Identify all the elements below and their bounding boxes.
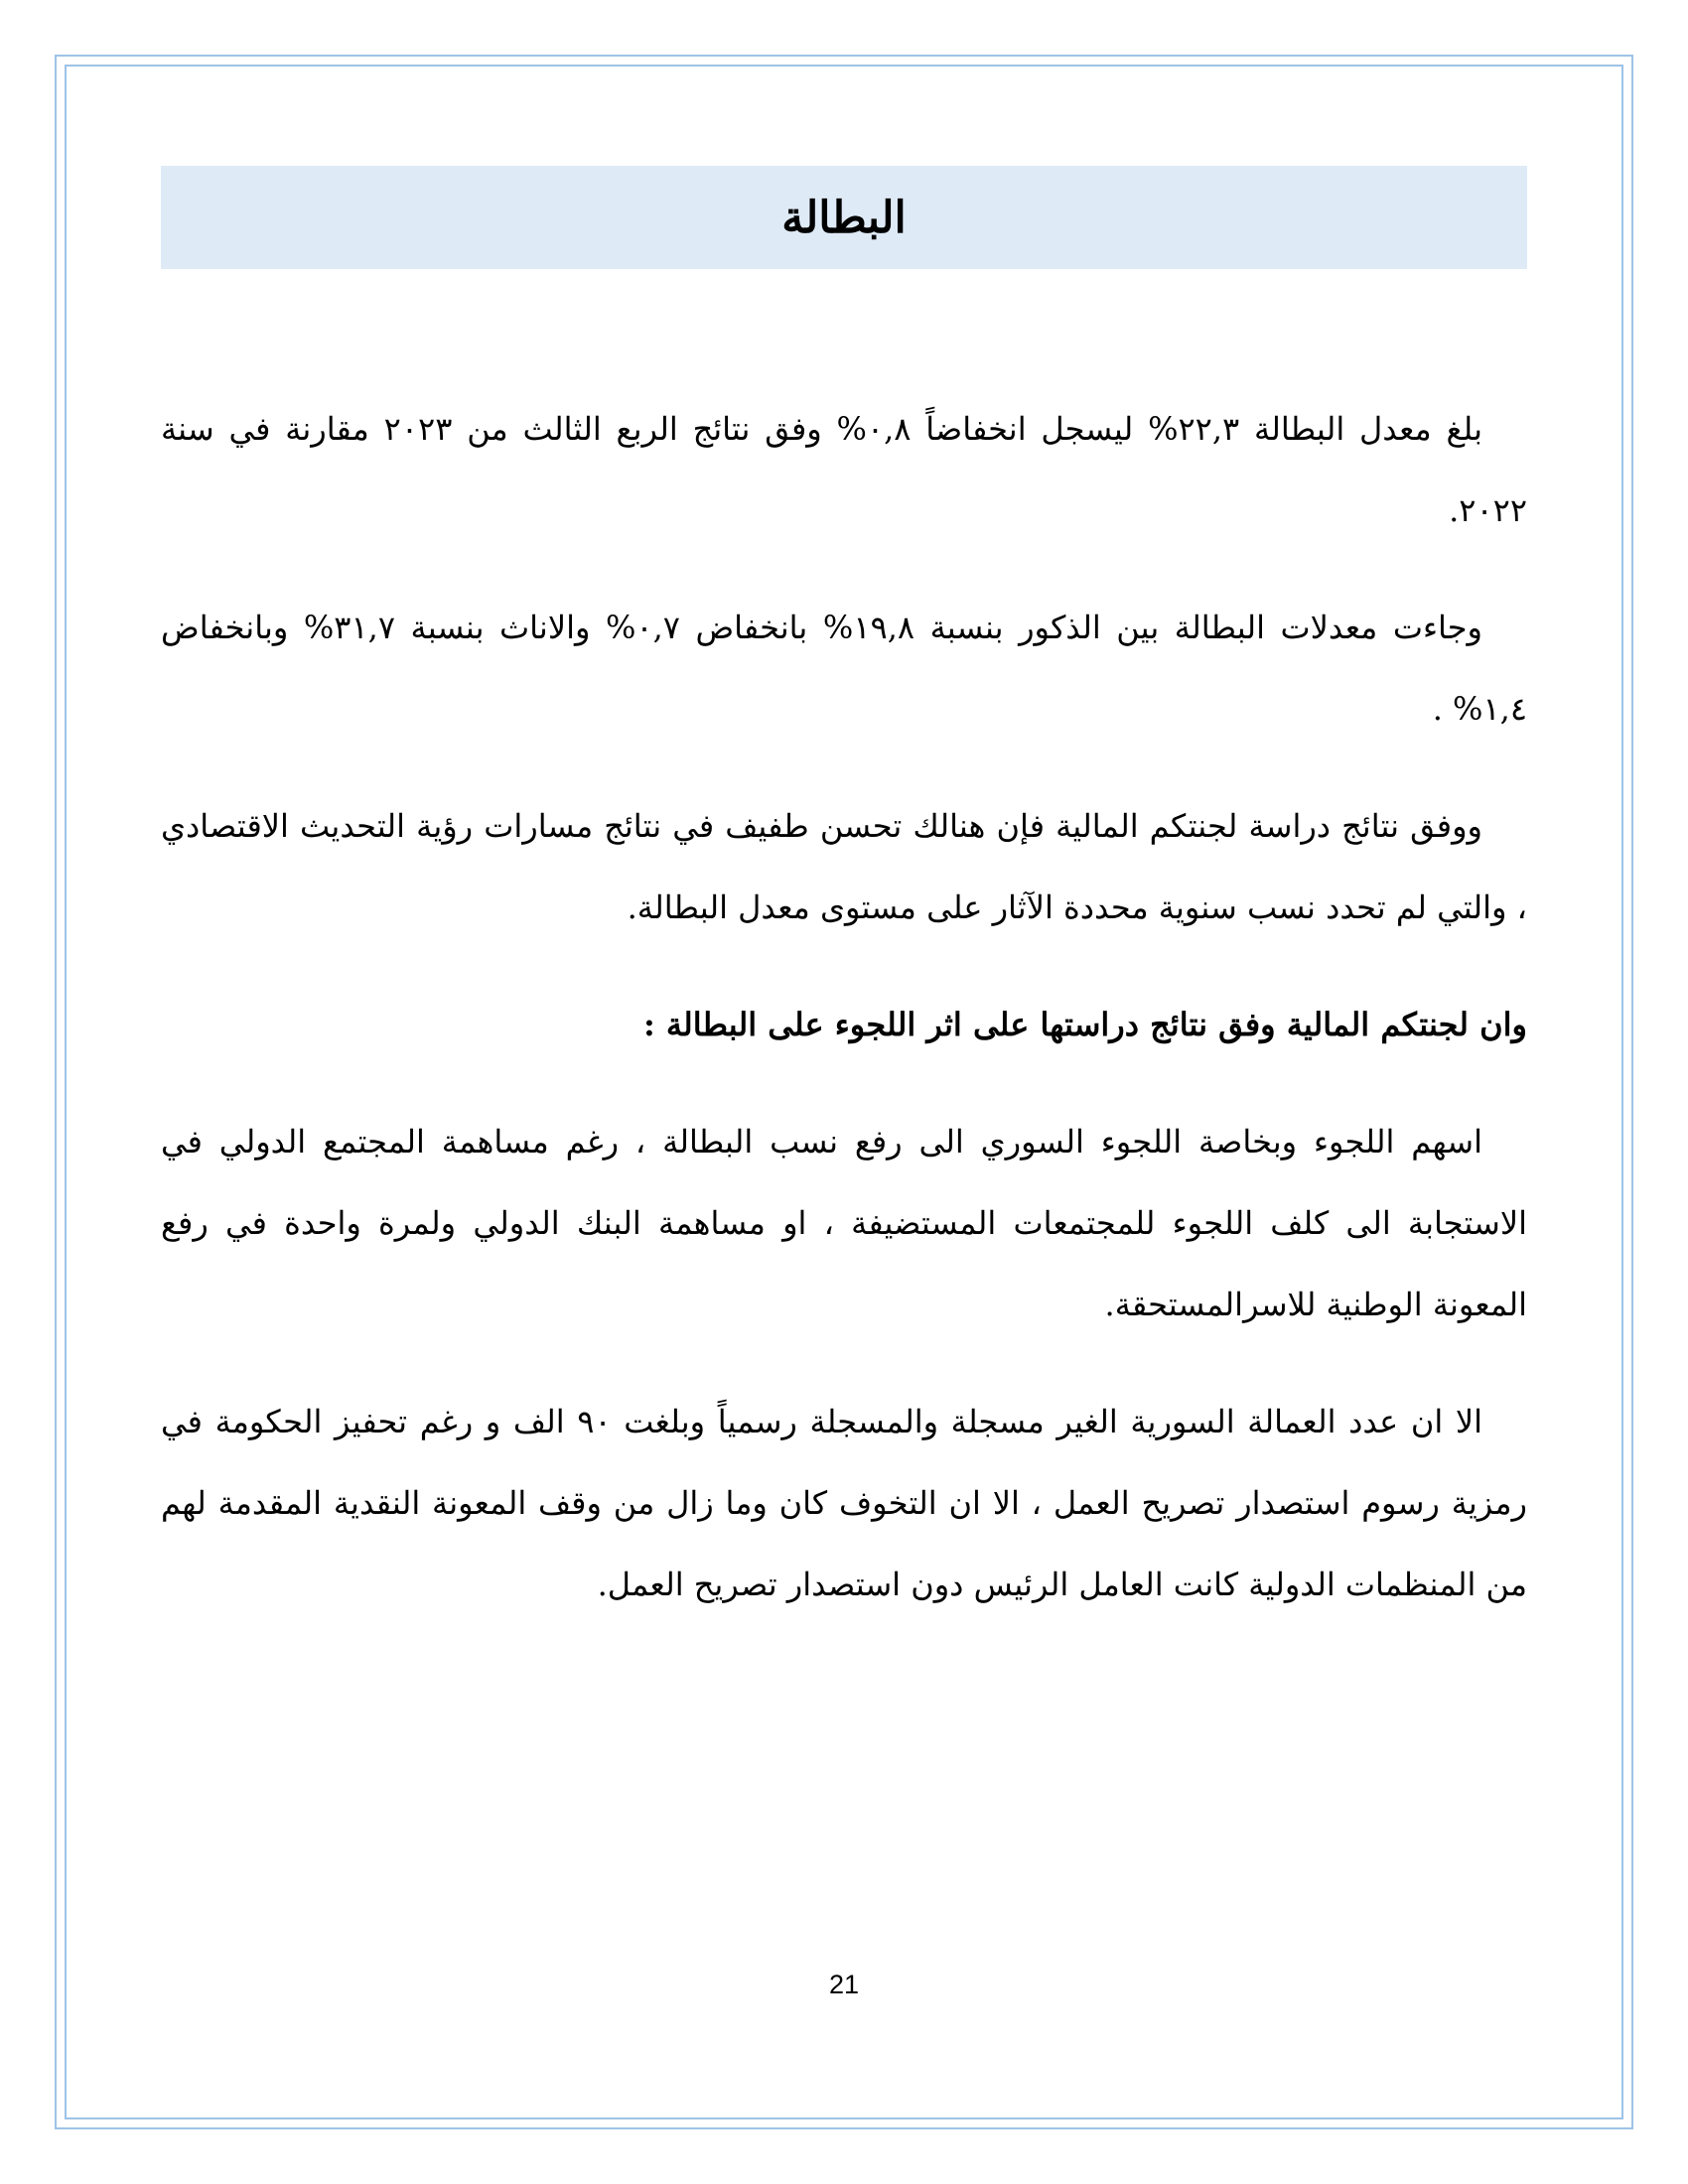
body-text	[161, 388, 1527, 1625]
paragraph-gender-rates: وجاءت معدلات البطالة بين الذكور بنسبة ١٩,٨% بانخفاض ٠,٧% والاناث بنسبة ٣١,٧% وبانخفاض ١,٤% .	[161, 609, 1527, 728]
paragraph-committee-study: ووفق نتائج دراسة لجنتكم المالية فإن هنالك تحسن طفيف في نتائج مسارات رؤية التحديث الاقتصادي ، والتي لم تحدد نسب سنوية محددة الآثار على مستوى معدل البطالة.	[161, 807, 1527, 926]
page-title: البطالة	[781, 192, 907, 243]
heading-refuge-impact: وان لجنتكم المالية وفق نتائج دراستها على اثر اللجوء على البطالة :	[642, 1006, 1527, 1043]
paragraph-unemployment-rate: بلغ معدل البطالة ٢٢,٣% ليسجل انخفاضاً ٠,٨% وفق نتائج الربع الثالث من ٢٠٢٣ مقارنة في سنة ٢٠٢٢.	[161, 410, 1527, 529]
page-border-frame	[55, 55, 1633, 2129]
paragraph-syrian-refuge: اسهم اللجوء وبخاصة اللجوء السوري الى رفع نسب البطالة ، رغم مساهمة المجتمع الدولي في الاستجابة الى كلف اللجوء للمجتمعات المستضيفة ، او مساهمة البنك الدولي ولمرة واحدة في رفع المعونة الوطنية للاسرالمستحقة.	[161, 1123, 1527, 1323]
paragraph-syrian-labor: الا ان عدد العمالة السورية الغير مسجلة والمسجلة رسمياً وبلغت ٩٠ الف و رغم تحفيز الحكومة في رمزية رسوم استصدار تصريح العمل ، الا ان التخوف كان وما زال من وقف المعونة النقدية المقدمة لهم من المنظمات الدولية كانت العامل الرئيس دون استصدار تصريح العمل.	[161, 1403, 1527, 1603]
page-content	[67, 67, 1621, 2117]
title-band	[161, 166, 1527, 269]
page-border-frame-inner	[65, 65, 1623, 2119]
page-number: 21	[828, 1970, 860, 1999]
